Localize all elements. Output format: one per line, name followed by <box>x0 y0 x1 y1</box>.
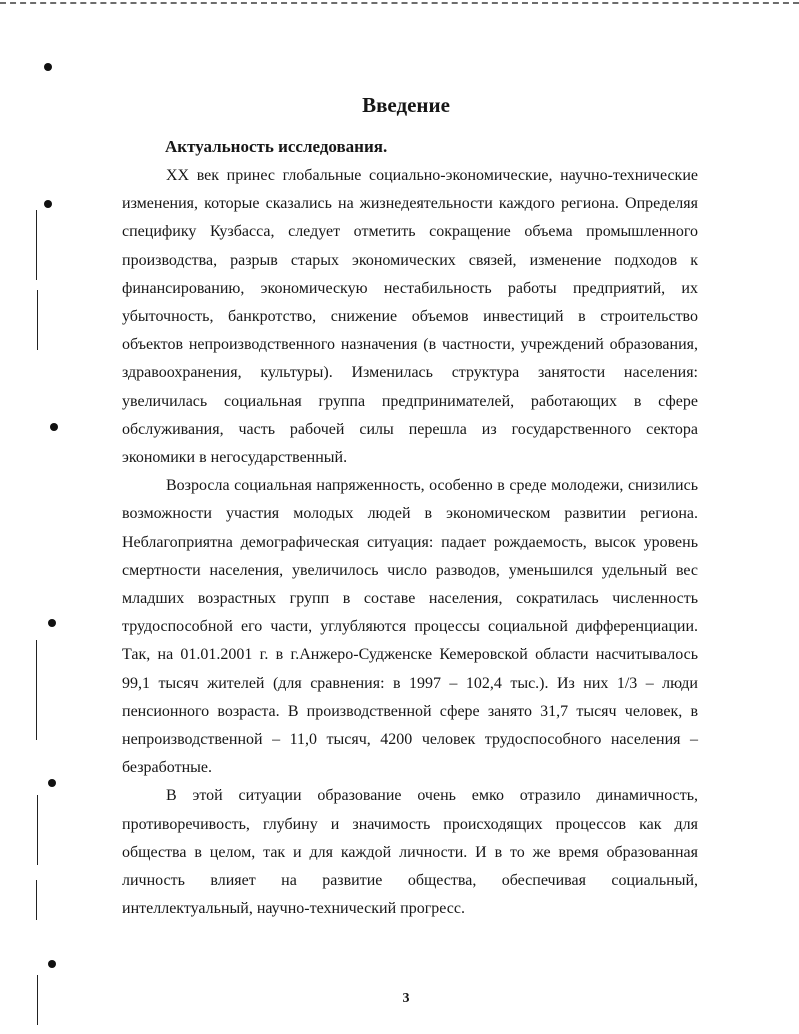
punch-hole-mark <box>44 63 52 71</box>
scan-edge-line <box>36 640 37 740</box>
page-title: Введение <box>362 93 450 117</box>
scan-top-border <box>0 2 799 4</box>
paragraph: Возросла социальная напряженность, особенно в среде молодежи, снизились возможности участия молодых людей в экономическом развитии региона. Неблагоприятна демографическая ситуация: падает рождаемость, высок уровень смертности населения, увеличилось число разводов, уменьшился удельный вес младших возрастных групп в составе населения, сократилась численность трудоспособной его части, углубляются процессы социальной дифференциации. Так, на 01.01.2001 г. в г.Анжеро-Судженске Кемеровской области насчитывалось 99,1 тысяч жителей (для сравнения: в 1997 – 102,4 тыс.). Из них 1/3 – люди пенсионного возраста. В производственной сфере занято 31,7 тысяч человек, в непроизводственной – 11,0 тысяч, 4200 человек трудоспособного населения – безработные. <box>122 477 698 777</box>
punch-hole-mark <box>48 960 56 968</box>
scan-edge-line <box>36 210 37 280</box>
scan-edge-line <box>37 290 38 350</box>
scan-edge-line <box>37 795 38 865</box>
punch-hole-mark <box>44 200 52 208</box>
scan-edge-line <box>36 880 37 920</box>
paragraph: XX век принес глобальные социально-экономические, научно-технические изменения, которые сказались на жизнедеятельности каждого региона. Определяя специфику Кузбасса, следует отметить сокращение объема промышленного производства, разрыв старых экономических связей, изменение подходов к финансированию, экономическую нестабильность работы предприятий, их убыточность, банкротство, снижение объемов инвестиций в строительство объектов непроизводственного назначения (в частности, учреждений образования, здравоохранения, культуры). Изменилась структура занятости населения: увеличилась социальная группа предпринимателей, работающих в сфере обслуживания, часть рабочей силы перешла из государственного сектора экономики в негосударственный. <box>122 167 698 467</box>
section-heading: Актуальность исследования. <box>165 137 388 156</box>
body-text <box>122 162 698 923</box>
punch-hole-mark <box>48 619 56 627</box>
page-number: 3 <box>402 991 410 1006</box>
punch-hole-mark <box>48 779 56 787</box>
paragraph: В этой ситуации образование очень емко отразило динамичность, противоречивость, глубину и значимость происходящих процессов как для общества в целом, так и для каждой личности. И в то же время образованная личность влияет на развитие общества, обеспечивая социальный, интеллектуальный, научно-технический прогресс. <box>122 787 698 918</box>
punch-hole-mark <box>50 423 58 431</box>
